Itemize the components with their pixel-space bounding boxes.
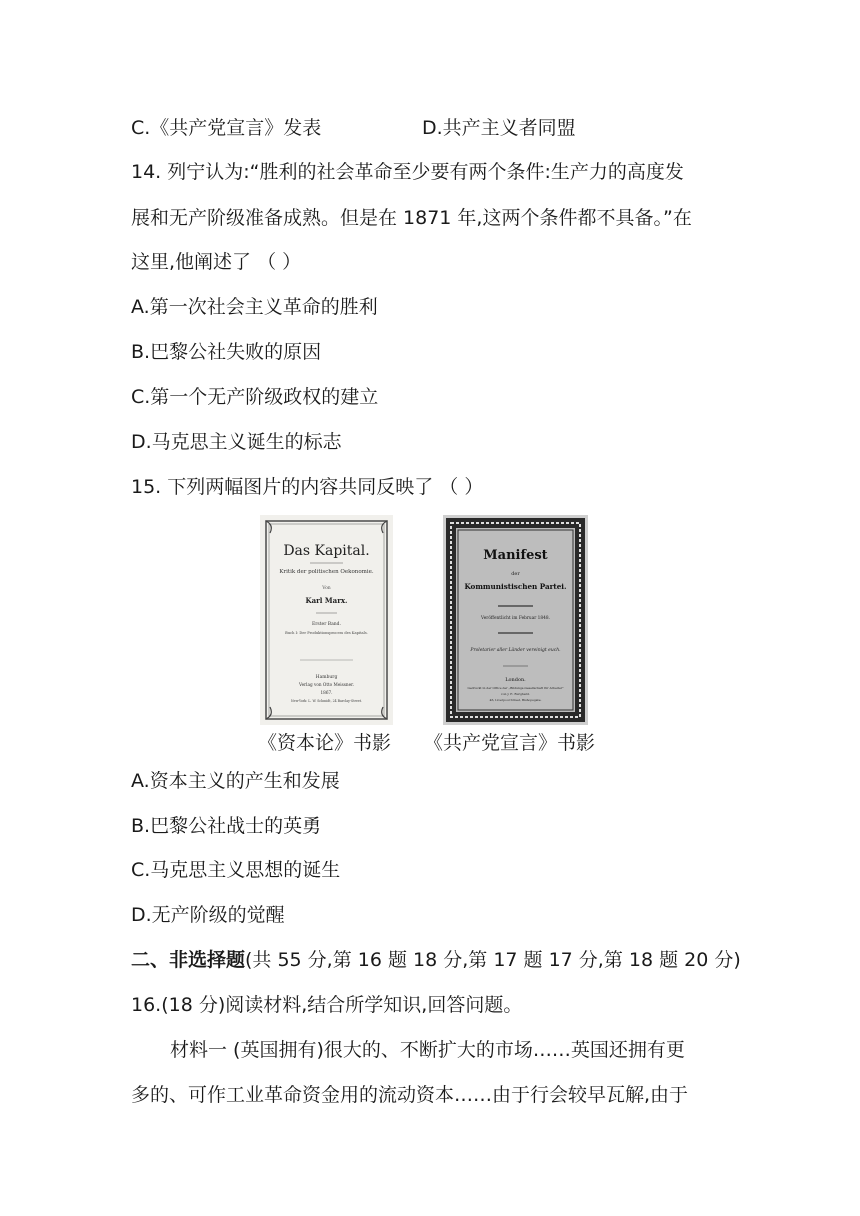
q14-stem-line1: 14. 列宁认为:“胜利的社会革命至少要有两个条件:生产力的高度发 [131,161,684,183]
communist-manifesto-cover-image [443,515,588,725]
q14-option-d: D.马克思主义诞生的标志 [131,431,342,453]
q15-option-b: B.巴黎公社战士的英勇 [131,815,322,837]
q15-option-d: D.无产阶级的觉醒 [131,904,285,926]
manifest-city: London. [505,677,526,683]
q14-stem-line2: 展和无产阶级准备成熟。但是在 1871 年,这两个条件都不具备。”在 [131,207,692,229]
section2-heading [131,948,741,972]
q15-option-a: A.资本主义的产生和发展 [131,770,340,792]
kapital-title: Das Kapital. [283,543,370,559]
kapital-city: Hamburg [315,675,338,680]
q16-stem: 16.(18 分)阅读材料,结合所学知识,回答问题。 [131,994,523,1016]
q13-option-c-line [131,116,321,140]
kapital-author: Karl Marx. [305,596,348,605]
manifest-print1: Gedruckt in der Office der „Bildungs-Gesellschaft für Arbeiter" [467,686,564,690]
q14-option-a: A.第一次社会主义革命的胜利 [131,296,378,318]
kapital-ny: New-York: L. W. Schmidt, 24 Barclay-Street. [290,699,363,703]
manifest-title: Manifest [483,548,548,563]
kapital-caption: 《资本论》书影 [258,732,392,754]
section2-title: 二、非选择题 [131,949,246,971]
q15-option-c: C.马克思主义思想的诞生 [131,859,341,881]
manifest-print2: von J. E. Burghard. [501,692,530,696]
q16-material1-line2: 多的、可作工业革命资金用的流动资本……由于行会较早瓦解,由于 [131,1084,689,1106]
kapital-year: 1867. [320,690,333,695]
kapital-subtitle: Kritik der politischen Oekonomie. [279,569,374,575]
manifest-party: Kommunistischen Partei. [464,582,567,591]
q14-stem-line3: 这里,他阐述了 （ ） [131,251,302,273]
manifest-print3: 46, Liverpool Street, Bishopsgate. [489,698,542,702]
kapital-by: Von [322,586,331,591]
manifest-der: der [511,571,520,577]
q16-material1-line1: 材料一 (英国拥有)很大的、不断扩大的市场……英国还拥有更 [170,1039,685,1061]
section2-desc: (共 55 分,第 16 题 18 分,第 17 题 17 分,第 18 题 20 分) [245,949,741,971]
manifest-motto: Proletarier aller Länder vereinigt euch. [470,648,561,653]
manifest-date: Veröffentlicht im Februar 1848. [481,616,550,621]
kapital-book: Buch I: Der Produktionsprocess des Kapitals. [285,631,368,635]
kapital-publisher: Verlag von Otto Meissner. [299,682,354,687]
q13-option-c: C.《共产党宣言》发表 [131,117,322,139]
das-kapital-cover-image [260,515,393,725]
q14-option-b: B.巴黎公社失败的原因 [131,341,322,363]
q14-option-c: C.第一个无产阶级政权的建立 [131,386,379,408]
q13-option-d: D.共产主义者同盟 [422,117,576,139]
q15-stem: 15. 下列两幅图片的内容共同反映了 （ ） [131,476,484,498]
kapital-volume: Erster Band. [312,622,341,627]
manifesto-caption: 《共产党宣言》书影 [424,732,596,754]
